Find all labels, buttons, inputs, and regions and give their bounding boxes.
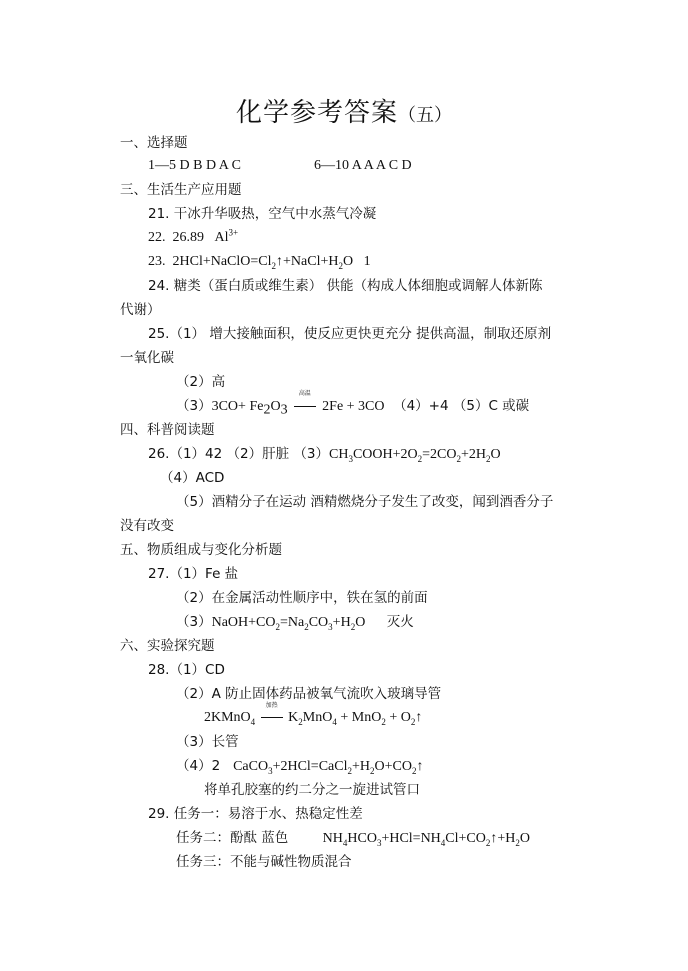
q28-p4-label: （4）2 [176, 758, 221, 774]
eq-part: ↑+H [490, 831, 516, 846]
answer-q29-task2 [176, 829, 530, 848]
answer-q28-part4-line2: 将单孔胶塞的约二分之一旋进试管口 [204, 782, 420, 798]
q29-equation [323, 831, 530, 846]
document-title [0, 92, 688, 129]
eq-part: O [490, 447, 501, 462]
q25-p3-label: （3） [176, 398, 212, 414]
q25-p3-rest: （4）+4 （5）C 或碳 [393, 398, 530, 414]
q25-eq-b: O [270, 399, 281, 414]
eq-part: O [519, 831, 531, 846]
answer-q26-part5-line1: （5）酒精分子在运动 酒精燃烧分子发生了改变，闻到酒香分子 [176, 494, 554, 510]
q23-number: 23. [148, 254, 166, 269]
q25-eq-c: 2Fe + 3CO [322, 399, 385, 414]
sub: 2 [298, 716, 303, 727]
sub: 4 [332, 716, 337, 727]
q26-label: 26.（1）42 （2）肝脏 （3） [148, 446, 329, 462]
sub: 2 [411, 765, 417, 776]
eq-part: Cl+CO [445, 831, 486, 846]
mc-answers-6-10: 6—10 A A A C D [314, 158, 412, 173]
sub: 2 [370, 765, 375, 776]
section-heading-analysis: 五、物质组成与变化分析题 [120, 542, 282, 558]
reaction-condition-high-temp [292, 390, 318, 415]
q27-p3-label: （3） [176, 614, 212, 630]
eq-part: +2HCl=CaCl [272, 759, 348, 774]
answer-q29-task3: 任务三：不能与碱性物质混合 [176, 854, 352, 870]
q23-eq-b: ↑+NaCl+H [276, 254, 339, 269]
answer-q25-part3 [176, 390, 530, 418]
eq-part: O [355, 615, 366, 630]
answer-q23 [148, 253, 371, 271]
eq-part: CH [329, 447, 349, 462]
eq-part: ↑ [416, 759, 424, 774]
title-paren: （五） [398, 105, 452, 126]
answer-q24-line2: 代谢） [120, 302, 161, 318]
eq-part: O+CO [374, 759, 412, 774]
condition-label: 高温 [298, 390, 311, 397]
sub: 2 [347, 765, 352, 776]
answer-q28-part2: （2）A 防止固体药品被氧气流吹入玻璃导管 [176, 686, 442, 702]
answer-q22 [148, 229, 238, 247]
eq-part: +H [351, 759, 370, 774]
eq-part: CaCO [233, 759, 269, 774]
eq-part: =Na [279, 615, 305, 630]
q23-sub: 2 [271, 260, 277, 271]
sub: 3 [268, 765, 273, 776]
answer-q29-task1: 29. 任务一：易溶于水、热稳定性差 [148, 806, 363, 822]
q27-equation [212, 615, 366, 630]
q22-ion: Al [214, 230, 229, 245]
sub: 2 [485, 837, 491, 848]
q22-value: 26.89 [172, 230, 204, 245]
q27-p3-tail: 灭火 [386, 614, 414, 630]
answer-q26-part5-line2: 没有改变 [120, 518, 174, 534]
sub: 3 [376, 837, 382, 848]
answer-q27-part1: 27.（1）Fe 盐 [148, 566, 239, 582]
answer-q28-part1: 28.（1）CD [148, 662, 225, 678]
sub: 2 [515, 837, 520, 848]
eq-part: MnO [302, 710, 333, 725]
answer-q28-equation1 [204, 703, 423, 727]
eq-part: HCO [347, 831, 377, 846]
q25-sub: 3 [280, 402, 288, 418]
sub: 2 [381, 716, 386, 727]
eq-part: K [288, 710, 299, 725]
eq-part: +2H [460, 447, 486, 462]
q26-equation [329, 447, 501, 462]
q28-equation2 [233, 759, 423, 774]
sub: 4 [342, 837, 348, 848]
eq-part: +HCl=NH [381, 831, 441, 846]
title-main: 化学参考答案 [235, 98, 398, 128]
sub: 4 [250, 716, 256, 727]
answer-q27-part2: （2）在金属活动性顺序中，铁在氢的前面 [176, 590, 428, 606]
q22-number: 22. [148, 230, 166, 245]
answer-q25-part2: （2）高 [176, 374, 226, 390]
answer-q26-line1 [148, 445, 501, 464]
q23-eq-a: 2HCl+NaClO=Cl [172, 254, 272, 269]
eq-part: +H [332, 615, 351, 630]
q22-charge: 3+ [228, 227, 239, 238]
sub: 4 [440, 837, 446, 848]
q25-eq-a: 3CO+ Fe [211, 399, 264, 414]
eq-part: =2CO [422, 447, 457, 462]
eq-part: + O [385, 710, 411, 725]
sub: 3 [348, 453, 353, 464]
section-heading-choice: 一、选择题 [120, 135, 188, 151]
answer-q27-part3 [176, 613, 414, 632]
eq-part: COOH+2O [352, 447, 418, 462]
reaction-condition-heat [259, 703, 285, 727]
sub: 2 [275, 621, 280, 632]
section-heading-reading: 四、科普阅读题 [120, 422, 215, 438]
answer-q25-line2: 一氧化碳 [120, 350, 174, 366]
section-heading-application: 三、生活生产应用题 [120, 182, 242, 198]
equals-bar [261, 717, 283, 718]
sub: 2 [417, 453, 423, 464]
eq-part: NaOH+CO [211, 615, 276, 630]
answer-q25-line1: 25.（1） 增大接触面积，使反应更快更充分 提供高温，制取还原剂 [148, 326, 552, 342]
equals-bar [294, 406, 316, 407]
q23-sub: 2 [338, 260, 343, 271]
q23-tail: 1 [363, 254, 371, 269]
answer-q24-line1: 24. 糖类（蛋白质或维生素） 供能（构成人体细胞或调解人体新陈 [148, 278, 543, 294]
sub: 2 [410, 716, 416, 727]
answer-q28-part4 [176, 757, 423, 776]
condition-label: 加热 [265, 703, 278, 709]
answer-q28-part3: （3）长管 [176, 734, 239, 750]
q29-t2-label: 任务二：酚酞 蓝色 [176, 830, 289, 846]
section-heading-experiment: 六、实验探究题 [120, 638, 215, 654]
sub: 2 [304, 621, 309, 632]
sub: 2 [350, 621, 356, 632]
q25-sub: 2 [263, 402, 271, 418]
mc-answers-1-5: 1—5 D B D A C [148, 158, 241, 173]
sub: 2 [456, 453, 461, 464]
eq-part: + MnO [336, 710, 382, 725]
sub: 2 [486, 453, 491, 464]
eq-part: ↑ [415, 710, 423, 725]
sub: 3 [328, 621, 333, 632]
answer-q26-part4: （4）ACD [160, 470, 225, 486]
answer-q21: 21. 干冰升华吸热，空气中水蒸气冷凝 [148, 206, 377, 222]
eq-part: 2KMnO [204, 710, 251, 725]
eq-part: CO [308, 615, 329, 630]
q23-eq-c: O [342, 254, 354, 269]
eq-part: NH [322, 831, 343, 846]
